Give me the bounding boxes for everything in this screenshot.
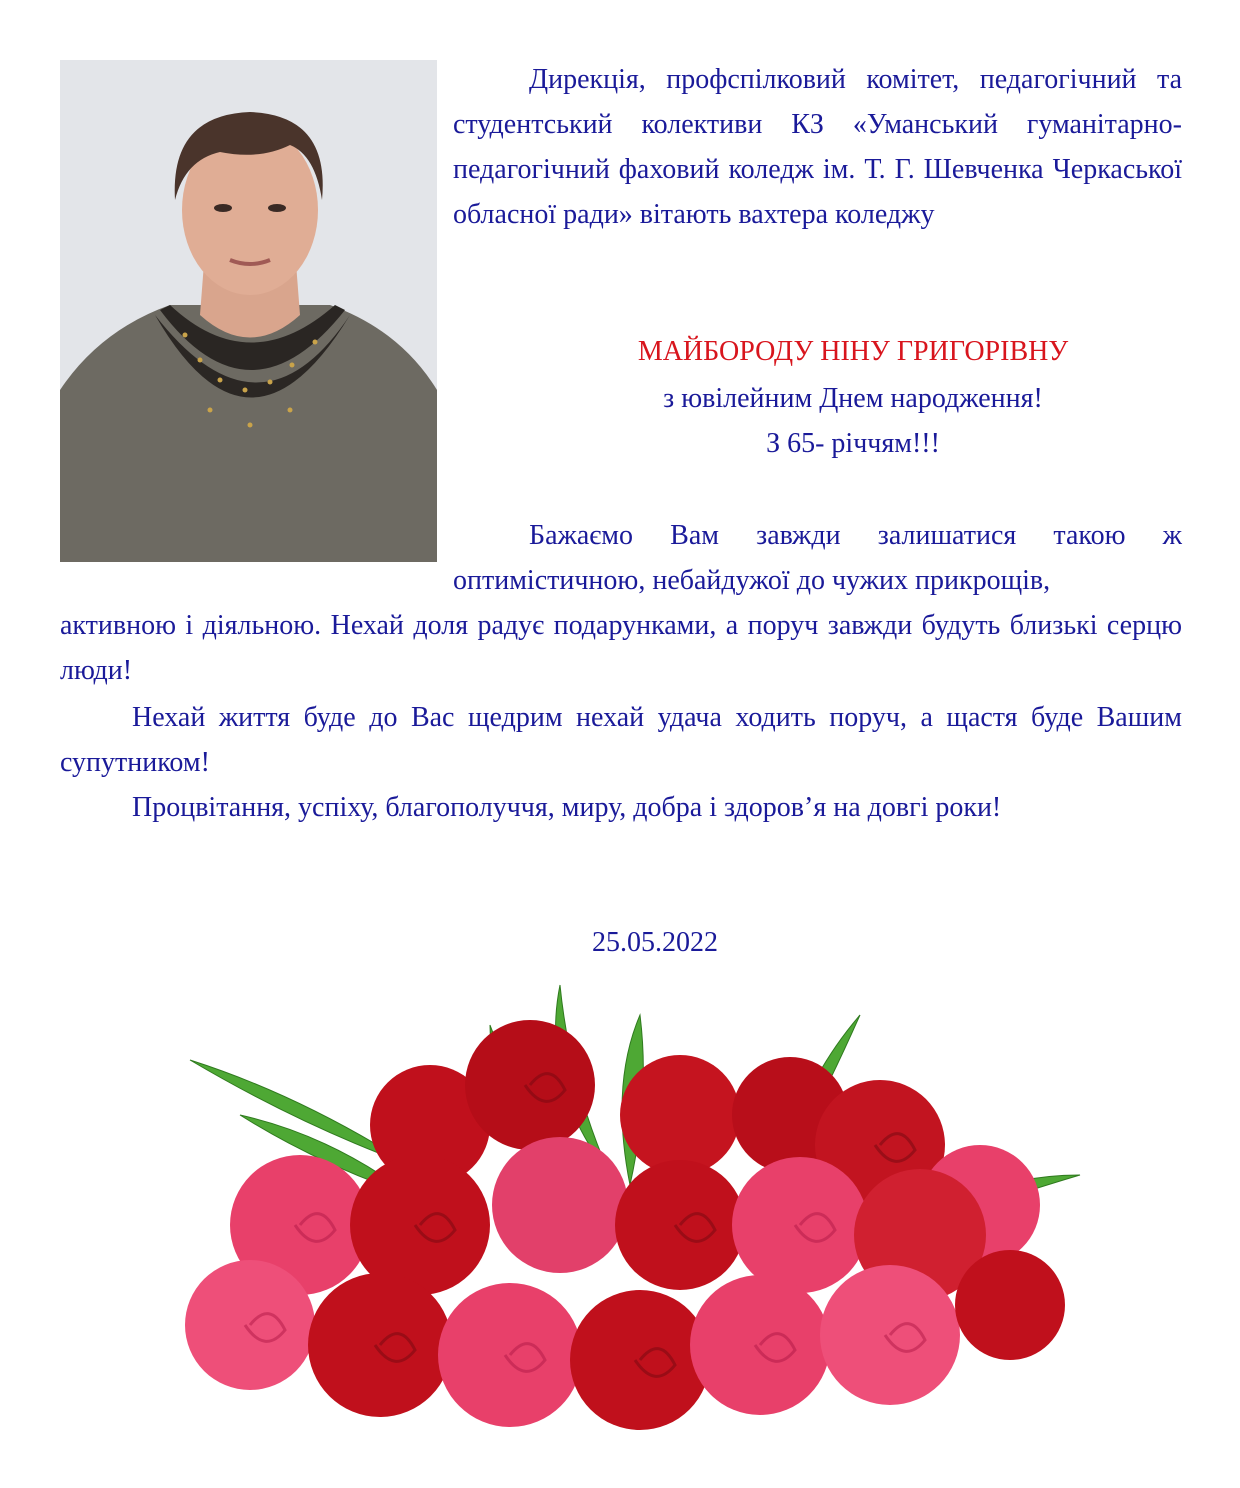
wish-paragraph-start-text: Бажаємо Вам завжди залишатися такою ж оптимістичною, небайдужої до чужих прикрощів, bbox=[453, 520, 1182, 596]
prosperity-wish-paragraph bbox=[60, 785, 1182, 830]
life-wish-text: Нехай життя буде до Вас щедрим нехай удача ходить поруч, а щастя буде Вашим супутником! bbox=[60, 702, 1182, 778]
rose-bouquet-illustration bbox=[180, 975, 1100, 1470]
intro-text: Дирекція, профспілковий комітет, педагогічний та студентський колективи КЗ «Уманський гуманітарно-педагогічний фаховий коледж ім. Т. Г. Шевченка Черкаської обласної ради» вітають вахтера коледжу bbox=[453, 64, 1182, 230]
portrait-illustration bbox=[60, 60, 437, 562]
date-label: 25.05.2022 bbox=[592, 927, 718, 958]
wish-paragraph-start bbox=[453, 513, 1182, 603]
intro-paragraph bbox=[453, 57, 1182, 237]
birthday-wish-line: з ювілейним Днем народження! bbox=[663, 383, 1043, 414]
life-wish-paragraph bbox=[60, 695, 1182, 785]
honoree-name: МАЙБОРОДУ НІНУ ГРИГОРІВНУ bbox=[637, 336, 1069, 367]
prosperity-wish-text: Процвітання, успіху, благополуччя, миру, добра і здоров’я на довгі роки! bbox=[132, 792, 1002, 823]
wish-paragraph-end: активною і діяльною. Нехай доля радує подарунками, а поруч завжди будуть близькі серцю люди! bbox=[60, 610, 1182, 686]
portrait-photo bbox=[60, 60, 437, 562]
jubilee-line: З 65- річчям!!! bbox=[766, 428, 940, 459]
rose-bouquet-icon bbox=[180, 975, 1100, 1470]
